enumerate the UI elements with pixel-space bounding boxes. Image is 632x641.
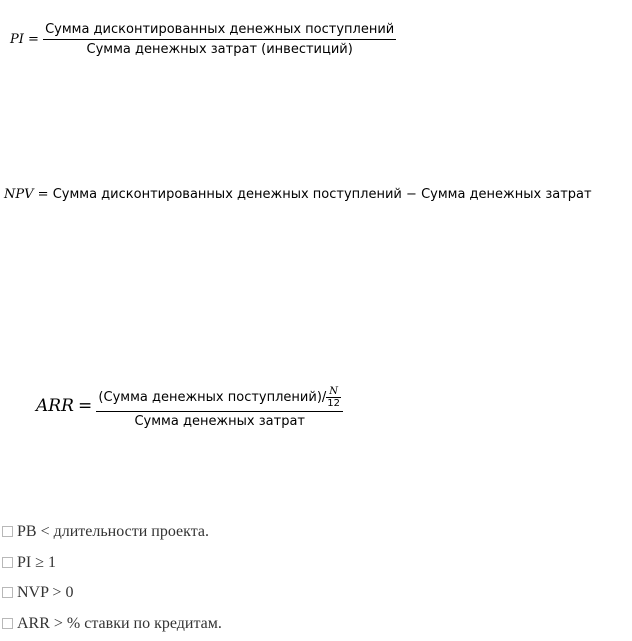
checkbox-icon — [2, 618, 13, 629]
npv-formula — [4, 187, 592, 202]
criterion-text: NVP > 0 — [17, 584, 73, 601]
pi-variable: PI — [10, 32, 24, 47]
pi-formula — [10, 22, 396, 57]
arr-numerator — [96, 386, 343, 412]
npv-term-inflows: Сумма дисконтированных денежных поступлений — [53, 187, 402, 202]
arr-small-denominator: 12 — [326, 398, 341, 409]
checkbox-icon — [2, 557, 13, 568]
arr-fraction — [96, 386, 343, 429]
equals-sign: = — [78, 396, 92, 416]
pi-denominator: Сумма денежных затрат (инвестиций) — [43, 40, 396, 57]
pi-fraction — [43, 22, 396, 57]
checkbox-icon — [2, 526, 13, 537]
list-item — [0, 550, 222, 581]
list-item — [0, 611, 222, 641]
equals-sign: = — [28, 32, 39, 47]
arr-formula — [36, 386, 343, 429]
arr-small-numerator: N — [326, 386, 341, 398]
criteria-list — [0, 519, 222, 641]
list-item — [0, 580, 222, 611]
criterion-text: PB < длительности проекта. — [17, 523, 209, 540]
npv-variable: NPV — [4, 187, 34, 202]
arr-denominator: Сумма денежных затрат — [96, 412, 343, 429]
list-item — [0, 519, 222, 550]
criterion-text: ARR > % ставки по кредитам. — [17, 615, 222, 632]
pi-numerator: Сумма дисконтированных денежных поступлений — [43, 22, 396, 40]
minus-sign: − — [406, 187, 417, 202]
equals-sign: = — [38, 187, 49, 202]
checkbox-icon — [2, 587, 13, 598]
criterion-text: PI ≥ 1 — [17, 554, 56, 571]
npv-term-costs: Сумма денежных затрат — [421, 187, 592, 202]
arr-small-fraction — [326, 386, 341, 409]
arr-variable: ARR — [36, 396, 74, 416]
arr-numerator-text: (Сумма денежных поступлений)/ — [98, 390, 326, 405]
